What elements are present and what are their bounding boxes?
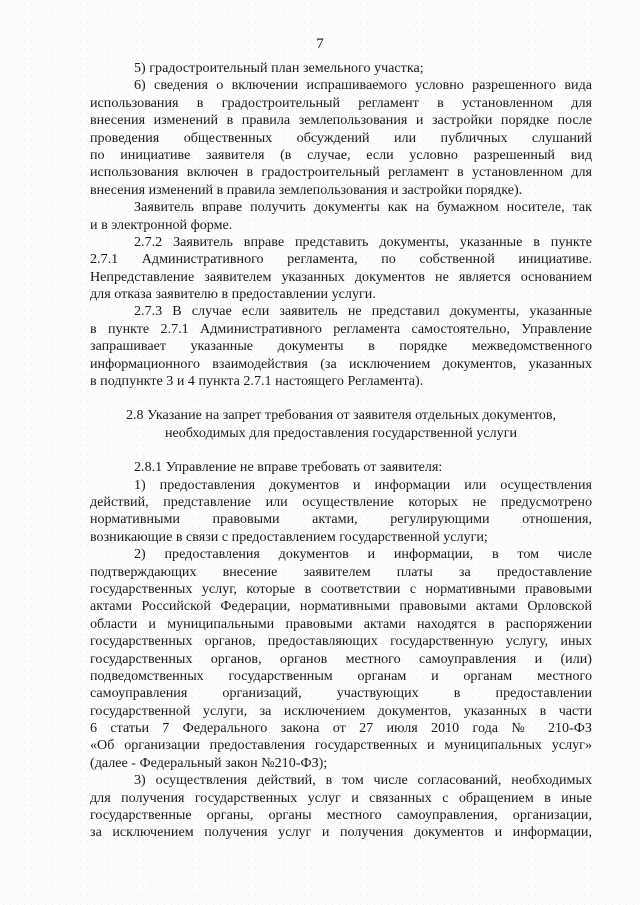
text-line: 3) осуществления действий, в том числе согласований, необходимых xyxy=(134,772,592,789)
text-line: проведения общественных обсуждений или публичных слушаний xyxy=(90,129,592,146)
section-heading-line: необходимых для предоставления государственной услуги xyxy=(164,424,518,441)
document-body xyxy=(90,60,592,842)
page-number: 7 xyxy=(316,36,324,52)
text-line: внесения изменений в правила землепользования и застройки порядке после xyxy=(90,112,592,129)
text-line: в пункте 2.7.1 Административного регламента самостоятельно, Управление xyxy=(90,320,592,337)
text-line: Непредставление заявителем указанных документов не является основанием xyxy=(90,268,592,285)
text-line: 2.8.1 Управление не вправе требовать от заявителя: xyxy=(134,459,443,476)
text-line: 2.7.1 Административного регламента, по собственной инициативе. xyxy=(90,251,592,268)
text-line: подведомственных государственным органам и органам местного xyxy=(90,667,592,684)
text-line: 2.7.3 В случае если заявитель не представил документы, указанные xyxy=(134,303,592,320)
text-line: действий, представление или осуществление которых не предусмотрено xyxy=(90,493,592,510)
text-line: (далее - Федеральный закон №210-ФЗ); xyxy=(90,754,328,771)
paragraph-gap xyxy=(90,390,592,407)
text-line: по инициативе заявителя (в случае, если условно разрешенный вид xyxy=(90,146,592,163)
text-line: 1) предоставления документов и информации или осуществления xyxy=(134,476,592,493)
text-line: государственной услуги, за исключением документов, указанных в части xyxy=(90,702,592,719)
text-line: «Об организации предоставления государственных и муниципальных услуг» xyxy=(90,737,592,754)
text-line: Заявитель вправе получить документы как на бумажном носителе, так xyxy=(134,199,592,216)
text-line: для отказа заявителю в предоставлении услуги. xyxy=(90,286,376,303)
text-line: подтверждающих внесение заявителем платы за предоставление xyxy=(90,563,592,580)
text-line: 5) градостроительный план земельного участка; xyxy=(134,60,424,76)
text-line: внесения изменений в правила землепользования и застройки порядке). xyxy=(90,181,523,198)
text-line: использования в градостроительный регламент в установленном для xyxy=(90,94,592,111)
section-heading-line: 2.8 Указание на запрет требования от заявителя отдельных документов, xyxy=(125,407,557,424)
text-line: 6) сведения о включении испрашиваемого условно разрешенного вида xyxy=(134,77,592,94)
paragraph-gap xyxy=(90,442,592,459)
text-line: за исключением получения услуг и получения документов и информации, xyxy=(90,824,592,841)
text-line: актами Российской Федерации, нормативными правовыми актами Орловской xyxy=(90,598,592,615)
text-line: информационного взаимодействия (за исключением документов, указанных xyxy=(90,355,592,372)
text-line: возникающие в связи с предоставлением государственной услуги; xyxy=(90,528,488,545)
text-line: нормативными правовыми актами, регулирующими отношения, xyxy=(90,511,592,528)
text-line: запрашивает указанные документы в порядке межведомственного xyxy=(90,338,592,355)
text-line: и в электронной форме. xyxy=(90,216,233,233)
text-line: государственных органов, органов местного самоуправления и (или) xyxy=(90,650,592,667)
text-line: государственных органов, предоставляющих государственную услугу, иных xyxy=(90,633,592,650)
text-line: использования включен в градостроительный регламент в установленном для xyxy=(90,164,592,181)
text-line: в подпункте 3 и 4 пункта 2.7.1 настоящего Регламента). xyxy=(90,373,424,390)
text-line: 2.7.2 Заявитель вправе представить документы, указанные в пункте xyxy=(134,233,592,250)
text-line: 6 статьи 7 Федерального закона от 27 июля 2010 года № 210-ФЗ xyxy=(90,720,592,737)
text-line: для получения государственных услуг и связанных с обращением в иные xyxy=(90,789,592,806)
text-line: самоуправления организаций, участвующих в предоставлении xyxy=(90,685,592,702)
text-line: 2) предоставления документов и информации, в том числе xyxy=(134,546,592,563)
text-line: государственных услуг, которые в соответствии с нормативными правовыми xyxy=(90,580,592,597)
text-line: государственные органы, органы местного самоуправления, организации, xyxy=(90,807,592,824)
text-line: области и муниципальными правовыми актами находятся в распоряжении xyxy=(90,615,592,632)
